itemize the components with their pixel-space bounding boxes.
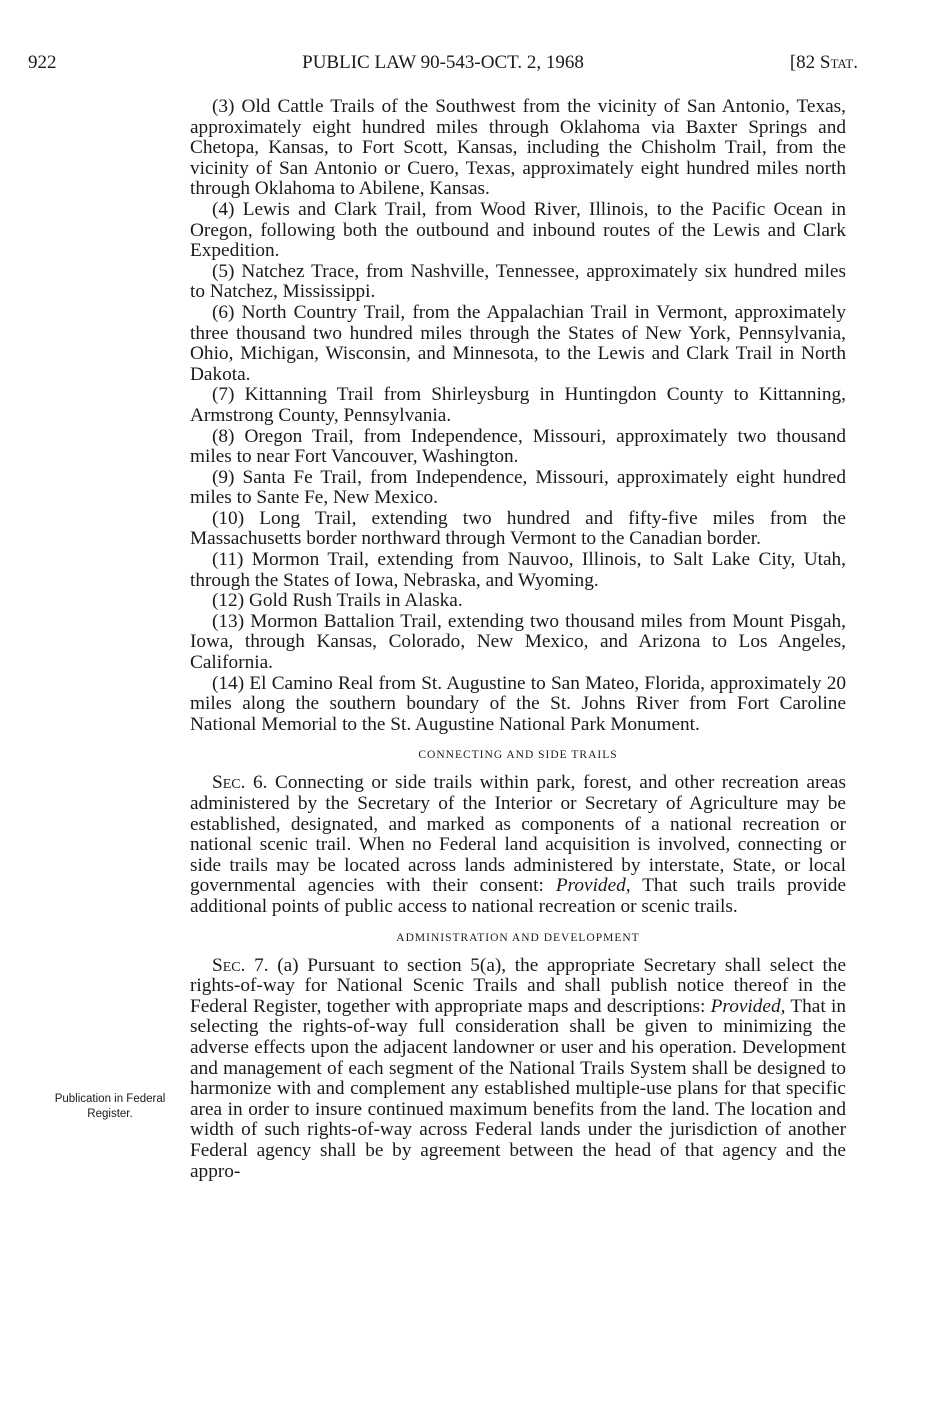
trail-item-6: (6) North Country Trail, from the Appalachian Trail in Vermont, approximately three thousand two hundred miles through the States of New York, Pennsylvania, Ohio, Michigan, Wisconsin, and Minnesota, to the Lewis and Clark Trail in North Dakota. [190,301,846,385]
trail-item-4: (4) Lewis and Clark Trail, from Wood River, Illinois, to the Pacific Ocean in Oregon, following both the outbound and inbound routes of the Lewis and Clark Expedition. [190,198,846,262]
trail-item-7: (7) Kittanning Trail from Shirleysburg in Huntingdon County to Kittanning, Armstrong County, Pennsylvania. [190,384,846,426]
trail-item-9: (9) Santa Fe Trail, from Independence, Missouri, approximately eight hundred miles to Sante Fe, New Mexico. [190,466,846,509]
section-6-heading: CONNECTING AND SIDE TRAILS [418,749,618,762]
section-7-proviso: Provided, [710,995,786,1017]
section-7-heading: ADMINISTRATION AND DEVELOPMENT [396,931,640,944]
page-number: 922 [28,52,57,73]
section-7-body-a: (a) Pursuant to section 5(a), the appropriate Secretary shall select the rights-of-way for National Scenic Trails and shall publish notice thereof in the Federal Register, together with appropriate maps and descriptions: [190,954,846,1017]
volume-citation-text: [82 Stat. [789,52,858,73]
margin-note-publication: Publication in Federal Register. [54,1093,166,1120]
section-6-label: Sec. 6. [212,772,268,794]
volume-citation [790,52,858,74]
section-7-label: Sec. 7. [212,954,269,976]
trail-item-10: (10) Long Trail, extending two hundred and fifty-five miles from the Massachusetts border northward through Vermont to the Canadian border. [190,507,846,550]
trail-item-14: (14) El Camino Real from St. Augustine to San Mateo, Florida, approximately 20 miles along the southern boundary of the St. Johns River from Fort Caroline National Memorial to the St. Augustine National Park Monument. [190,672,846,735]
main-text [190,97,846,1182]
trail-item-5: (5) Natchez Trace, from Nashville, Tennessee, approximately six hundred miles to Natchez, Mississippi. [190,260,846,303]
section-7-text [190,956,846,1183]
section-6-body-b: That such trails provide additional points of public access to national recreation or scenic trails. [190,875,847,917]
trail-item-3: (3) Old Cattle Trails of the Southwest from the vicinity of San Antonio, Texas, approximately eight hundred miles through Oklahoma via Baxter Springs and Chetopa, Kansas, to Fort Scott, Kansas, including the Chisholm Trail, from the vicinity of San Antonio or Cuero, Texas, approximately eight hundred miles north through Oklahoma to Abilene, Kansas. [190,96,846,200]
trail-item-12: (12) Gold Rush Trails in Alaska. [212,590,463,612]
section-6-body-a: Connecting or side trails within park, forest, and other recreation areas administered by the Secretary of the Interior or Secretary of Agriculture may be established, designated, and marked as components of a national recreation or national scenic trail. When no Federal land acquisition is involved, connecting or side trails may be located across lands administered by interstate, State, or local governmental agencies with their consent: [190,772,846,897]
section-6-proviso: Provided, [555,875,631,897]
running-title: PUBLIC LAW 90-543-OCT. 2, 1968 [302,52,584,73]
section-7-body-b: That in selecting the rights-of-way full consideration shall be given to minimizing the adverse effects upon the adjacent landowner or user and his operation. Development and management of each segment of the National Trails System shall be designed to harmonize with and complement any established multiple-use plans for that specific area in order to insure continued maximum benefits from the land. The location and width of such rights-of-way across Federal lands under the jurisdiction of another Federal agency shall be by agreement between the head of that agency and the appro- [190,995,846,1182]
trail-item-13: (13) Mormon Battalion Trail, extending two thousand miles from Mount Pisgah, Iowa, through Kansas, Colorado, New Mexico, and Arizona to Los Angeles, California. [190,610,846,674]
section-6-text [190,773,846,917]
trail-item-8: (8) Oregon Trail, from Independence, Missouri, approximately two thousand miles to near Fort Vancouver, Washington. [190,425,846,468]
trail-item-11: (11) Mormon Trail, extending from Nauvoo, Illinois, to Salt Lake City, Utah, through the States of Iowa, Nebraska, and Wyoming. [190,549,846,591]
page-header [28,52,858,80]
